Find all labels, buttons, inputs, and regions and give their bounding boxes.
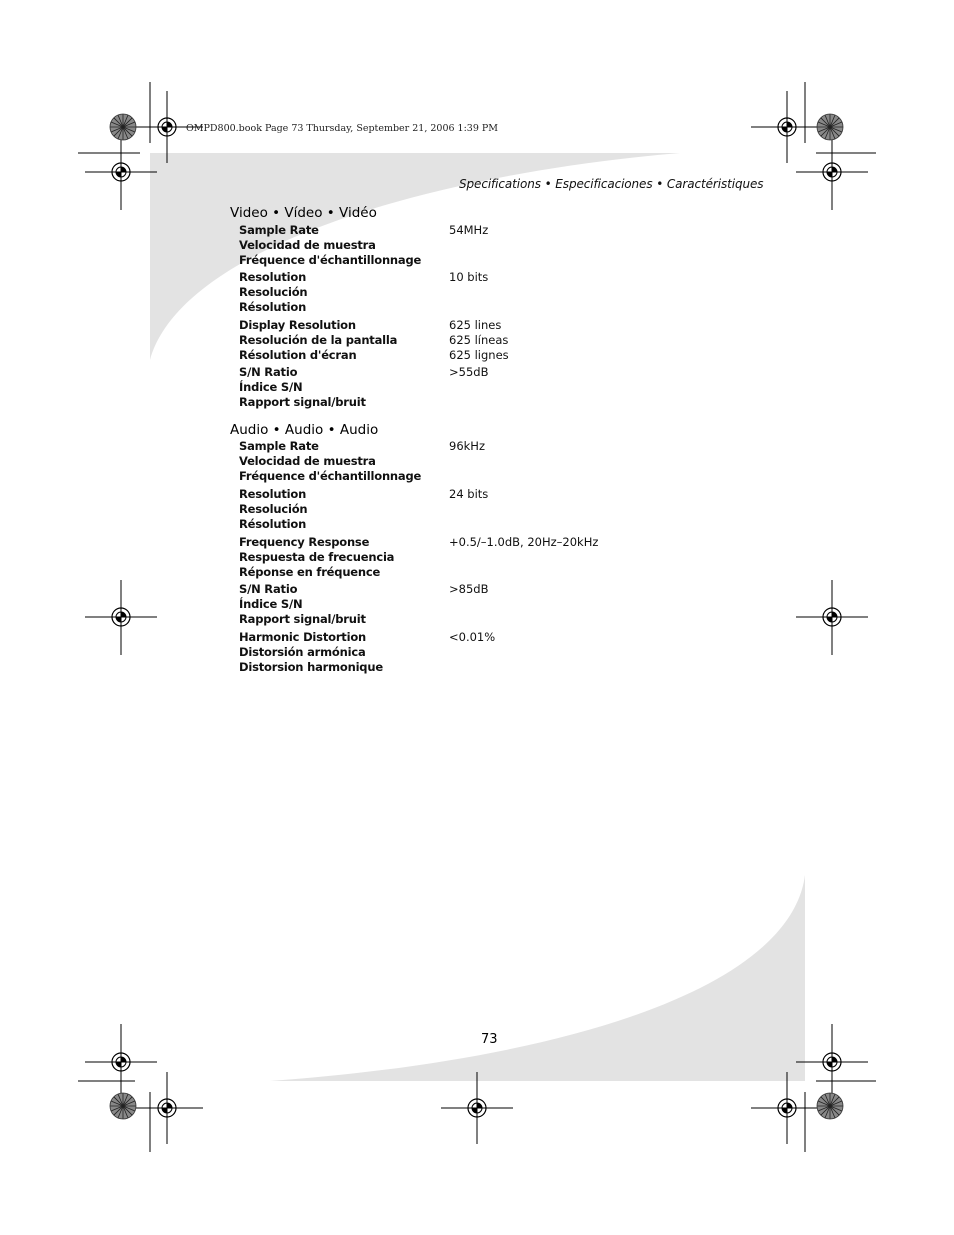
spec-labels: [239, 365, 366, 410]
spec-value: +0.5/–1.0dB, 20Hz–20kHz: [449, 535, 599, 549]
spec-label-en: Harmonic Distortion: [239, 630, 367, 644]
spec-label-fr: Fréquence d'échantillonnage: [239, 253, 422, 267]
spec-values: [449, 630, 495, 645]
spec-labels: [239, 535, 394, 580]
spec-value: 625 lines: [449, 318, 502, 332]
spec-label-es: Resolución: [239, 285, 308, 299]
spec-labels: [239, 223, 421, 268]
spec-label-en: Resolution: [239, 487, 307, 501]
spec-value: 24 bits: [449, 487, 489, 501]
spec-value: 10 bits: [449, 270, 489, 284]
spec-label-es: Velocidad de muestra: [239, 238, 376, 252]
spec-values: [449, 223, 488, 238]
spec-values: [449, 270, 488, 285]
spec-label-en: Resolution: [239, 270, 307, 284]
registration-mark-icon: [751, 1072, 823, 1144]
spec-value: 54MHz: [449, 223, 489, 237]
color-target-icon: [817, 114, 843, 140]
registration-mark-icon: [796, 581, 868, 653]
spec-values: [449, 365, 488, 380]
spec-label-es: Distorsión armónica: [239, 645, 366, 659]
spec-label-es: Velocidad de muestra: [239, 454, 376, 468]
spec-labels: [239, 270, 307, 315]
spec-labels: [239, 630, 383, 675]
spec-label-es: Resolución de la pantalla: [239, 333, 398, 347]
page-number: 73: [481, 1032, 498, 1047]
registration-mark-icon: [85, 136, 157, 208]
registration-mark-icon: [796, 1026, 868, 1098]
registration-mark-icon: [131, 1072, 203, 1144]
spec-labels: [239, 439, 421, 484]
spec-value: <0.01%: [449, 630, 496, 644]
spec-label-en: Display Resolution: [239, 318, 356, 332]
spec-label-fr: Résolution d'écran: [239, 348, 357, 362]
spec-label-en: Sample Rate: [239, 223, 319, 237]
spec-labels: [239, 582, 366, 627]
section-title-audio: Audio • Audio • Audio: [230, 422, 379, 438]
registration-mark-icon: [441, 1072, 513, 1144]
running-head: Specifications • Especificaciones • Caractéristiques: [459, 177, 764, 191]
spec-values: [449, 535, 598, 550]
spec-label-es: Resolución: [239, 502, 308, 516]
spec-values: [449, 318, 509, 363]
spec-label-fr: Fréquence d'échantillonnage: [239, 469, 422, 483]
spec-values: [449, 582, 488, 597]
spec-values: [449, 487, 488, 502]
spec-label-fr: Rapport signal/bruit: [239, 395, 366, 409]
spec-label-es: Índice S/N: [239, 380, 303, 394]
spec-label-fr: Résolution: [239, 300, 307, 314]
spec-label-en: S/N Ratio: [239, 365, 298, 379]
spec-label-en: Sample Rate: [239, 439, 319, 453]
spec-label-en: Frequency Response: [239, 535, 370, 549]
spec-label-es: Respuesta de frecuencia: [239, 550, 395, 564]
color-target-icon: [110, 114, 136, 140]
registration-mark-icon: [751, 91, 823, 163]
spec-label-fr: Rapport signal/bruit: [239, 612, 366, 626]
spec-label-fr: Résolution: [239, 517, 307, 531]
spec-value: 625 líneas: [449, 333, 509, 347]
spec-labels: [239, 487, 307, 532]
registration-mark-icon: [85, 1026, 157, 1098]
spec-values: [449, 439, 485, 454]
spec-label-fr: Réponse en fréquence: [239, 565, 381, 579]
spec-label-fr: Distorsion harmonique: [239, 660, 383, 674]
spec-label-en: S/N Ratio: [239, 582, 298, 596]
spec-label-es: Índice S/N: [239, 597, 303, 611]
bottom-swoosh: [270, 875, 805, 1081]
color-target-icon: [110, 1093, 136, 1119]
color-target-icon: [817, 1093, 843, 1119]
spec-value: 96kHz: [449, 439, 485, 453]
spec-value: >55dB: [449, 365, 489, 379]
registration-mark-icon: [796, 136, 868, 208]
spec-value: 625 lignes: [449, 348, 509, 362]
print-header: OMPD800.book Page 73 Thursday, September 21, 2006 1:39 PM: [186, 123, 499, 134]
spec-value: >85dB: [449, 582, 489, 596]
section-title-video: Video • Vídeo • Vidéo: [230, 205, 377, 221]
registration-mark-icon: [85, 581, 157, 653]
spec-labels: [239, 318, 397, 363]
